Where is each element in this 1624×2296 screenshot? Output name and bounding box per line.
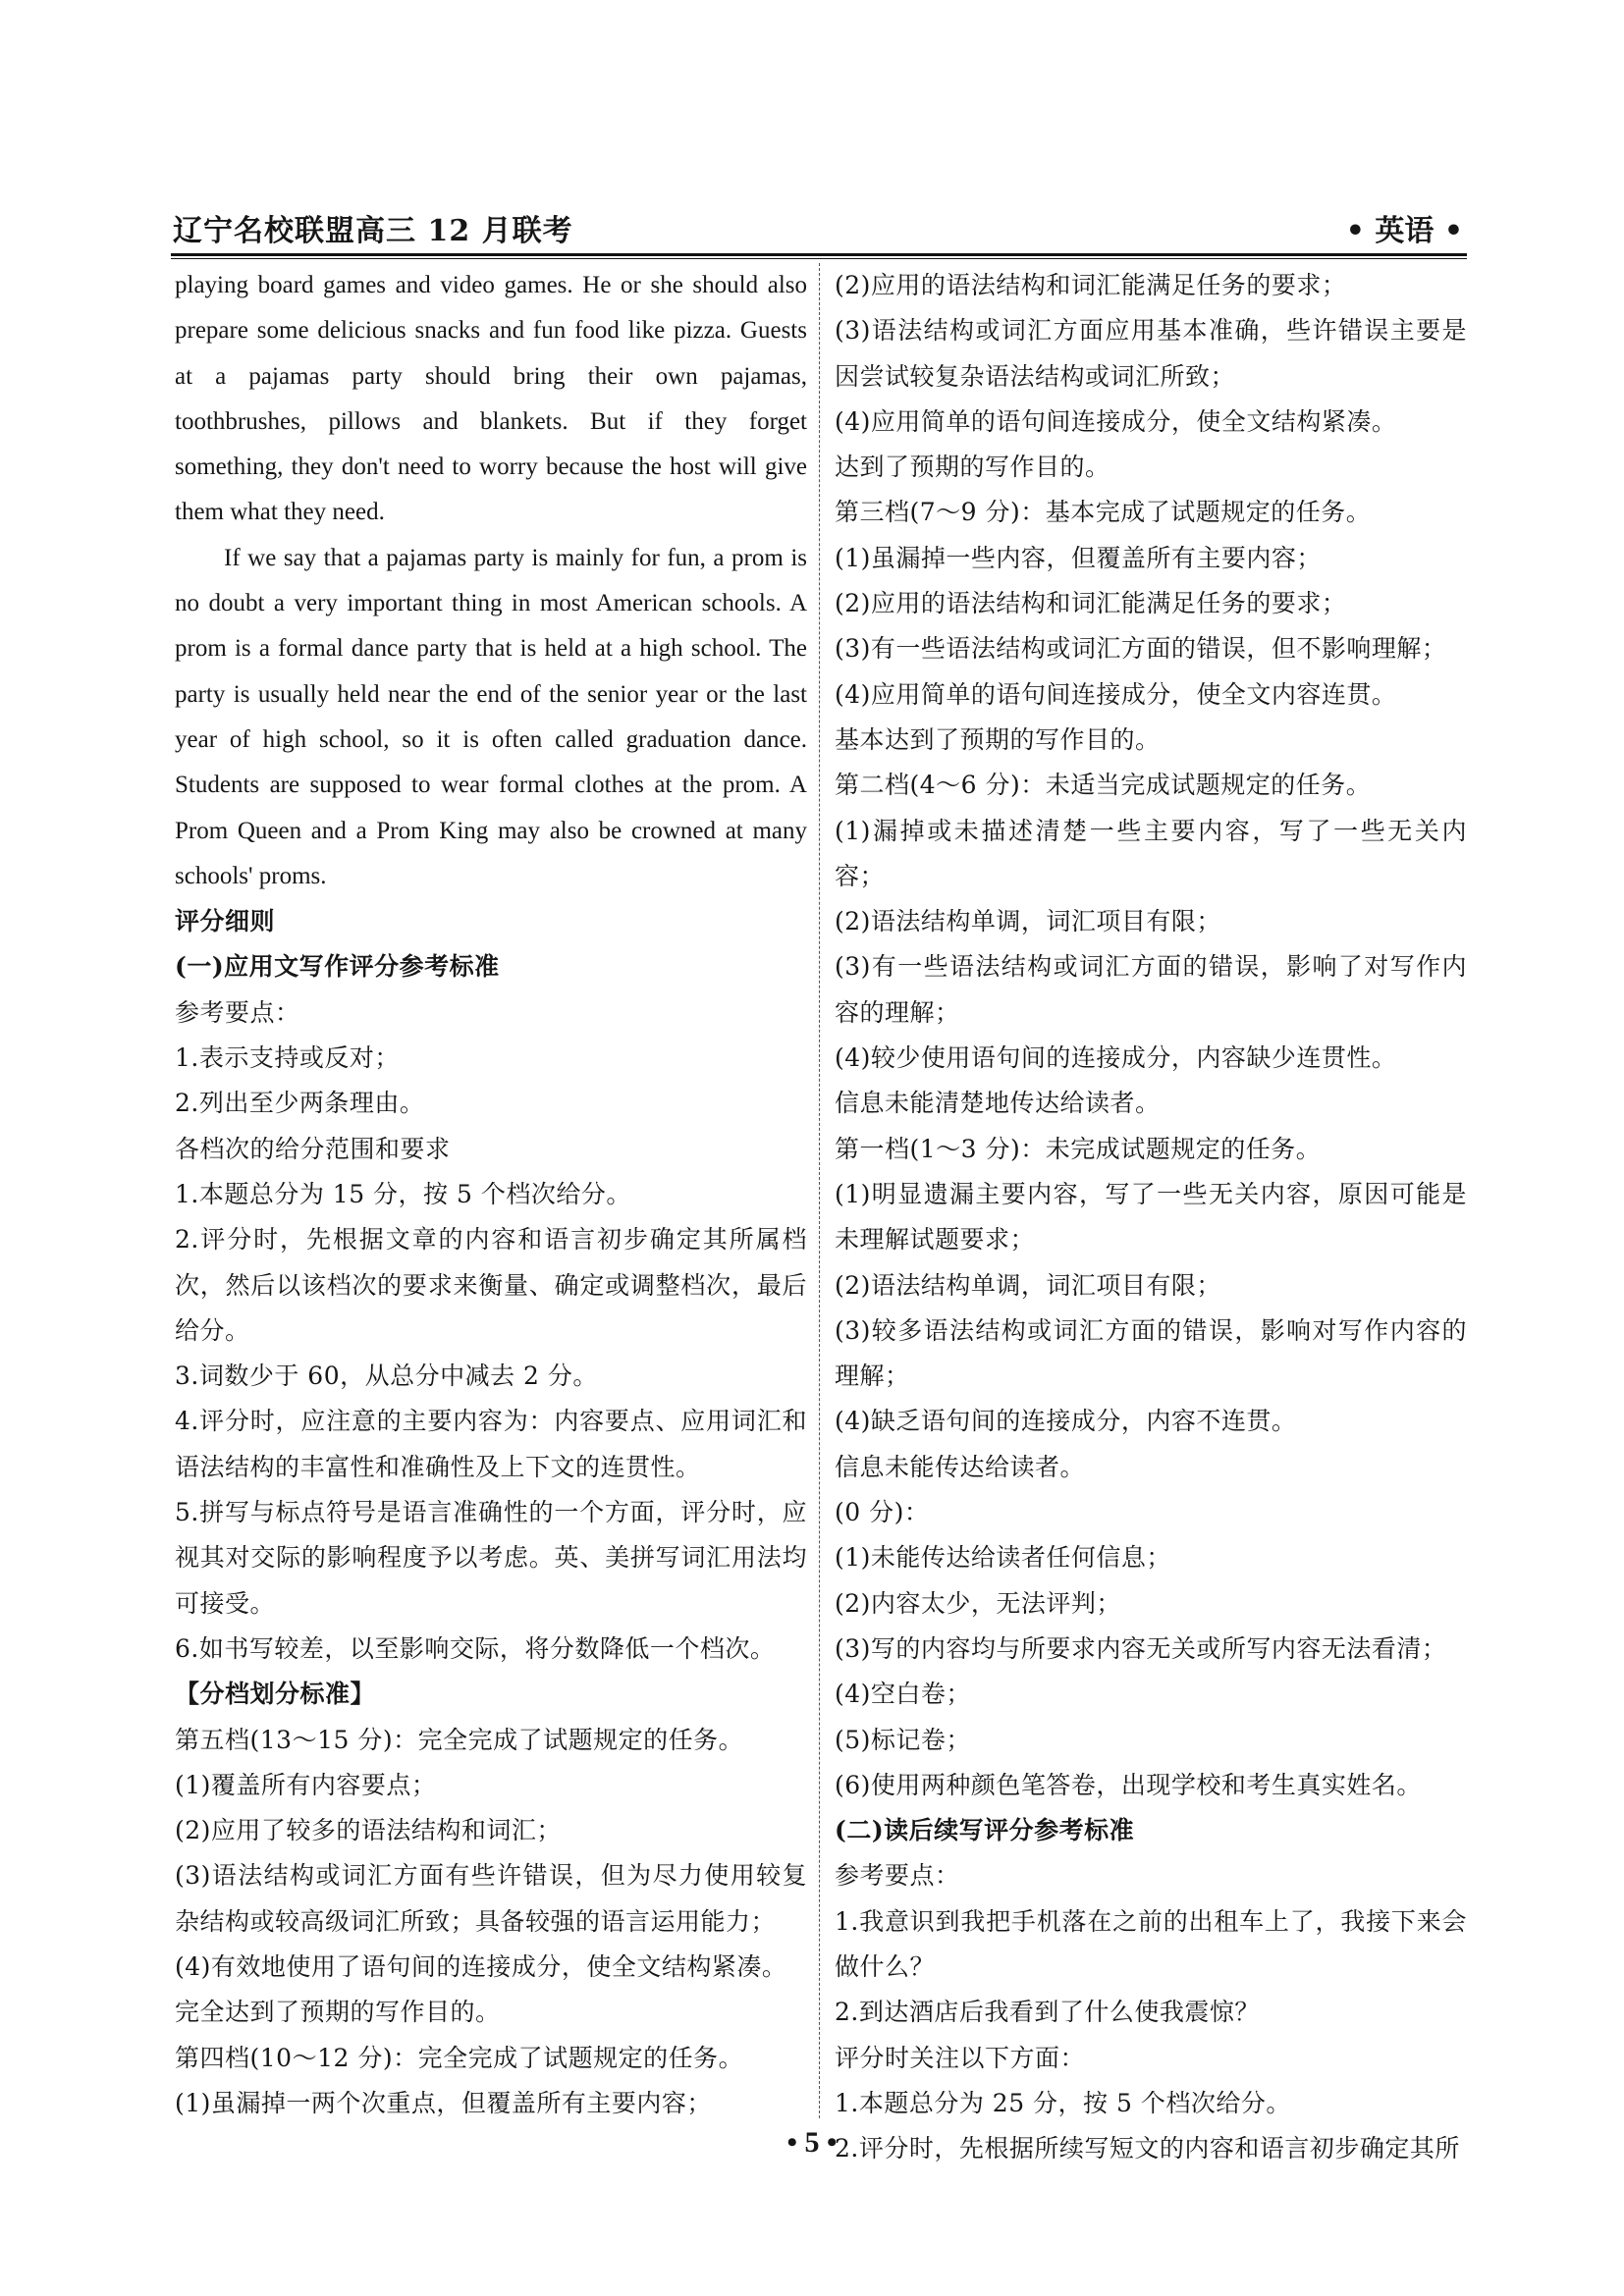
criteria-line: (2)应用的语法结构和词汇能满足任务的要求； <box>835 589 1347 618</box>
criteria-line: 3.词数少于 60，从总分中减去 2 分。 <box>175 1362 598 1391</box>
subject-label: • 英语 • <box>1345 214 1463 248</box>
criteria-line: (5)标记卷； <box>835 1725 971 1754</box>
criteria-line: (6)使用两种颜色笔答卷，出现学校和考生真实姓名。 <box>835 1770 1422 1799</box>
page-number: • 5 • <box>786 2126 838 2159</box>
criteria-line: 达到了预期的写作目的。 <box>835 453 1110 482</box>
criteria-line: 参考要点： <box>835 1861 960 1891</box>
criteria-line: (4)应用简单的语句间连接成分，使全文结构紧凑。 <box>835 406 1397 436</box>
section-heading: 【分档划分标准】 <box>175 1680 376 1709</box>
criteria-line: 各档次的给分范围和要求 <box>175 1134 451 1163</box>
criteria-line: (1)虽漏掉一两个次重点，但覆盖所有主要内容； <box>175 2088 712 2117</box>
criteria-line: 第五档(13～15 分)：完全完成了试题规定的任务。 <box>175 1725 744 1754</box>
criteria-line: (3)语法结构或词汇方面有些许错误，但为尽力使用较复杂结构或较高级词汇所致；具备较强的语言运用能力； <box>175 1861 807 1936</box>
criteria-line: 2.列出至少两条理由。 <box>175 1089 425 1118</box>
criteria-line: 第一档(1～3 分)：未完成试题规定的任务。 <box>835 1134 1322 1163</box>
english-paragraph: playing board games and video games. He or she should also prepare some delicious snacks and fun food like pizza. Guests at a pajamas party should bring their own pajamas, toothbrushes, pillows and blankets. But if they forget something, they don't need to worry because the host will give them what they need. <box>175 272 807 526</box>
english-paragraph: If we say that a pajamas party is mainly for fun, a prom is no doubt a very important thing in most American schools. A prom is a formal dance party that is held at a high school. The party is usually held near the end of the senior year or the last year of high school, so it is often called graduation dance. Students are supposed to wear formal clothes at the prom. A Prom Queen and a Prom King may also be crowned at many schools' proms. <box>175 544 807 889</box>
criteria-line: (4)应用简单的语句间连接成分，使全文内容连贯。 <box>835 679 1397 709</box>
criteria-line: 1.我意识到我把手机落在之前的出租车上了，我接下来会做什么？ <box>835 1906 1467 1981</box>
criteria-line: (1)虽漏掉一些内容，但覆盖所有主要内容； <box>835 543 1322 572</box>
criteria-line: 评分时关注以下方面： <box>835 2043 1086 2072</box>
right-column <box>835 263 1467 2163</box>
criteria-line: 第四档(10～12 分)：完全完成了试题规定的任务。 <box>175 2043 744 2072</box>
scoring-lines <box>175 899 807 2126</box>
criteria-line: 1.本题总分为 25 分，按 5 个档次给分。 <box>835 2088 1291 2117</box>
criteria-line: (3)语法结构或词汇方面应用基本准确，些许错误主要是因尝试较复杂语法结构或词汇所致； <box>835 316 1467 391</box>
criteria-line: (2)语法结构单调，词汇项目有限； <box>835 1270 1221 1300</box>
criteria-line: 参考要点： <box>175 997 300 1027</box>
criteria-line: 信息未能清楚地传达给读者。 <box>835 1089 1161 1118</box>
criteria-line: (1)未能传达给读者任何信息； <box>835 1543 1171 1573</box>
criteria-line: (3)有一些语法结构或词汇方面的错误，影响了对写作内容的理解； <box>835 952 1467 1027</box>
section-heading: (二)读后续写评分参考标准 <box>835 1816 1135 1845</box>
criteria-line: 6.如书写较差，以至影响交际，将分数降低一个档次。 <box>175 1633 776 1663</box>
criteria-line: 基本达到了预期的写作目的。 <box>835 724 1161 754</box>
header-rule <box>171 253 1467 259</box>
criteria-line: (0 分)： <box>835 1498 930 1527</box>
criteria-line: (2)语法结构单调，词汇项目有限； <box>835 907 1221 936</box>
column-divider <box>819 263 820 2118</box>
criteria-line: 第二档(4～6 分)：未适当完成试题规定的任务。 <box>835 771 1372 800</box>
section-heading: 评分细则 <box>175 907 276 936</box>
exam-title: 辽宁名校联盟高三 12 月联考 <box>173 214 573 248</box>
criteria-line: 1.表示支持或反对； <box>175 1043 400 1073</box>
section-heading: (一)应用文写作评分参考标准 <box>175 952 500 982</box>
page-header <box>171 212 1467 251</box>
criteria-line: (1)覆盖所有内容要点； <box>175 1770 437 1799</box>
left-column <box>175 263 807 2118</box>
criteria-line: (3)有一些语法结构或词汇方面的错误，但不影响理解； <box>835 634 1447 664</box>
criteria-line: (2)内容太少，无法评判； <box>835 1588 1121 1618</box>
criteria-line: 4.评分时，应注意的主要内容为：内容要点、应用词汇和语法结构的丰富性和准确性及上下文的连贯性。 <box>175 1407 807 1481</box>
criteria-line: (2)应用了较多的语法结构和词汇； <box>175 1816 562 1845</box>
criteria-line: (4)空白卷； <box>835 1680 971 1709</box>
criteria-line: (4)较少使用语句间的连接成分，内容缺少连贯性。 <box>835 1043 1397 1073</box>
scoring-lines <box>835 263 1467 2171</box>
criteria-line: 2.评分时，先根据文章的内容和语言初步确定其所属档次，然后以该档次的要求来衡量、确定或调整档次，最后给分。 <box>175 1225 807 1345</box>
criteria-line: (4)缺乏语句间的连接成分，内容不连贯。 <box>835 1407 1297 1436</box>
criteria-line: 信息未能传达给读者。 <box>835 1452 1086 1481</box>
criteria-line: 5.拼写与标点符号是语言准确性的一个方面，评分时，应视其对交际的影响程度予以考虑。英、美拼写词汇用法均可接受。 <box>175 1498 807 1618</box>
criteria-line: 1.本题总分为 15 分，按 5 个档次给分。 <box>175 1179 631 1208</box>
criteria-line: (3)较多语法结构或词汇方面的错误，影响对写作内容的理解； <box>835 1315 1467 1391</box>
criteria-line: (2)应用的语法结构和词汇能满足任务的要求； <box>835 271 1347 299</box>
criteria-line: 第三档(7～9 分)：基本完成了试题规定的任务。 <box>835 498 1372 527</box>
criteria-line: (1)明显遗漏主要内容，写了一些无关内容，原因可能是未理解试题要求； <box>835 1179 1467 1255</box>
criteria-line: (1)漏掉或未描述清楚一些主要内容，写了一些无关内容； <box>835 816 1467 890</box>
criteria-line: (3)写的内容均与所要求内容无关或所写内容无法看清； <box>835 1633 1447 1663</box>
criteria-line: 完全达到了预期的写作目的。 <box>175 1998 501 2027</box>
criteria-line: 2.评分时，先根据所续写短文的内容和语言初步确定其所 <box>835 2134 1460 2163</box>
criteria-line: (4)有效地使用了语句间的连接成分，使全文结构紧凑。 <box>175 1951 787 1981</box>
criteria-line: 2.到达酒店后我看到了什么使我震惊？ <box>835 1998 1260 2027</box>
